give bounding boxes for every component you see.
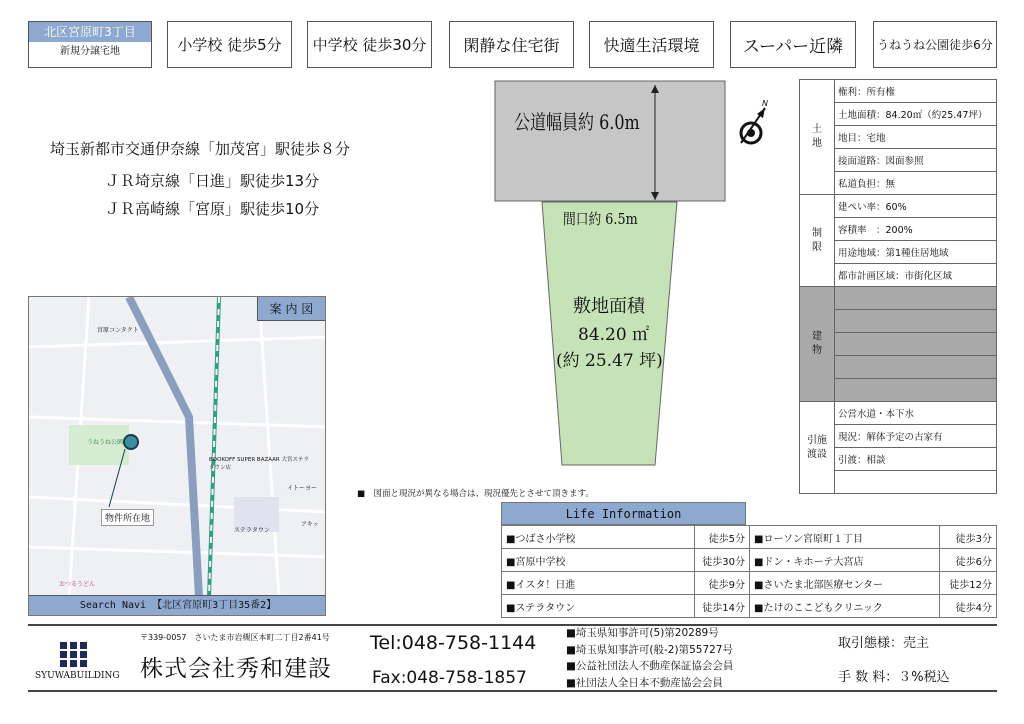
tag-park: うねうね公園徒歩6分 [873, 21, 997, 68]
life-time: 徒歩3分 [940, 526, 997, 549]
company-logo-icon [60, 642, 88, 668]
info-limit-3: 都市計画区域：市街化区域 [835, 264, 997, 287]
life-place: ■ドン・キホーテ大宮店 [750, 549, 940, 572]
property-pin-icon [124, 435, 138, 449]
info-land-3: 接面道路：図面参照 [835, 149, 997, 172]
company-tel: Tel:048-758-1144 [370, 632, 537, 654]
building-category: 建 物 [800, 287, 835, 402]
life-time: 徒歩5分 [695, 526, 750, 549]
map-label-itoyokado: イトーヨー [287, 485, 318, 492]
life-time: 徒歩14分 [695, 595, 750, 618]
deal-type: 取引態様：売主 [838, 636, 930, 651]
limit-category: 制 限 [800, 195, 835, 287]
company-address: 〒339-0057 さいたま市岩槻区本町二丁目2番41号 [140, 633, 330, 642]
tag-elementary: 小学校 徒歩5分 [167, 21, 292, 68]
area-title: 敷地面積 [573, 296, 645, 317]
map-caption: Search Navi 【北区宮原町3丁目35番2】 [29, 595, 326, 615]
info-land-1: 土地面積：84.20㎡（約25.47坪） [835, 103, 997, 126]
area-m2: 84.20 ㎡ [578, 325, 650, 345]
info-limit-0: 建ぺい率：60% [835, 195, 997, 218]
tag-quiet: 閑静な住宅街 [449, 21, 574, 68]
property-label: 物件所在地 [101, 509, 154, 526]
license-0: ■埼玉県知事許可(5)第20289号 [566, 627, 719, 639]
info-limit-2: 用途地域：第1種住居地域 [835, 241, 997, 264]
life-place: ■たけのここどもクリニック [750, 595, 940, 618]
equip-category: 引施 渡設 [800, 402, 835, 494]
footer-bottom-rule [28, 690, 997, 692]
map-label-stellatown: ステラタウン [234, 527, 270, 534]
info-land-4: 私道負担：無 [835, 172, 997, 195]
table-row [502, 595, 997, 618]
plot-diagram [490, 75, 740, 485]
area-tsubo: (約 25.47 坪) [556, 351, 663, 371]
company-name: 株式会社秀和建設 [140, 656, 332, 682]
tag-comfort: 快適生活環境 [589, 21, 714, 68]
life-info-table [501, 525, 997, 618]
info-land-0: 権利：所有権 [835, 80, 997, 103]
license-3: ■社団法人全日本不動産協会会員 [566, 677, 723, 689]
life-place: ■イスタ！日進 [502, 572, 695, 595]
info-land-2: 地目：宅地 [835, 126, 997, 149]
property-info-table [799, 79, 997, 494]
map-label-bookoff: BOOKOFF SUPER BAZAAR 大宮ステラタウン店 [209, 457, 309, 471]
info-equip-2: 引渡：相談 [835, 448, 997, 471]
commission-fee: 手 数 料：３%税込 [838, 670, 950, 685]
road [495, 81, 725, 201]
license-1: ■埼玉県知事許可(般-2)第55727号 [566, 644, 733, 656]
life-info-title: Life Information [501, 502, 746, 525]
info-limit-1: 容積率 ：200% [835, 218, 997, 241]
info-equip-1: 現況：解体予定の古家有 [835, 425, 997, 448]
map-title: 案 内 図 [257, 297, 325, 321]
life-time: 徒歩12分 [940, 572, 997, 595]
location-title: 北区宮原町3丁目 [29, 22, 151, 42]
life-place: ■宮原中学校 [502, 549, 695, 572]
license-2: ■公益社団法人不動産保証協会会員 [566, 660, 734, 672]
footer-top-rule [28, 624, 997, 626]
life-time: 徒歩9分 [695, 572, 750, 595]
life-time: 徒歩6分 [940, 549, 997, 572]
map-label-contact: 宮原コンタクト [97, 327, 139, 334]
company-fax: Fax:048-758-1857 [372, 668, 527, 688]
station-1: 埼玉新都市交通伊奈線「加茂宮」駅徒歩８分 [50, 140, 351, 158]
map-label-aki: アキッ [301, 521, 319, 528]
station-2: ＪＲ埼京線「日進」駅徒歩13分 [105, 172, 320, 190]
tag-supermarket: スーパー近隣 [730, 21, 856, 68]
table-row [502, 549, 997, 572]
life-time: 徒歩4分 [940, 595, 997, 618]
land-category: 土 地 [800, 80, 835, 195]
map-label-udon: おつるうどん [59, 581, 95, 588]
location-box [28, 21, 152, 68]
life-place: ■ローソン宮原町１丁目 [750, 526, 940, 549]
map-image [29, 297, 326, 597]
info-equip-3 [835, 471, 997, 494]
area-map [28, 296, 326, 616]
road-width-label: 公道幅員約 6.0m [514, 110, 640, 134]
company-logo-text: SYUWABUILDING [35, 671, 120, 681]
location-subtitle: 新規分譲宅地 [60, 46, 120, 57]
life-time: 徒歩30分 [695, 549, 750, 572]
station-3: ＪＲ高崎線「宮原」駅徒歩10分 [105, 200, 320, 218]
map-label-park: うねうね公園 [87, 439, 124, 446]
frontage-label: 間口約 6.5m [563, 210, 638, 228]
tag-junior-high: 中学校 徒歩30分 [307, 21, 432, 68]
north-label: N [762, 99, 768, 108]
life-place: ■さいたま北部医療センター [750, 572, 940, 595]
disclaimer-note: ■ 図面と現況が異なる場合は、現況優先とさせて頂きます。 [357, 489, 594, 499]
table-row [502, 526, 997, 549]
info-equip-0: 公営水道・本下水 [835, 402, 997, 425]
north-arrow-icon [733, 100, 778, 150]
life-place: ■ステラタウン [502, 595, 695, 618]
table-row [502, 572, 997, 595]
life-place: ■つばさ小学校 [502, 526, 695, 549]
